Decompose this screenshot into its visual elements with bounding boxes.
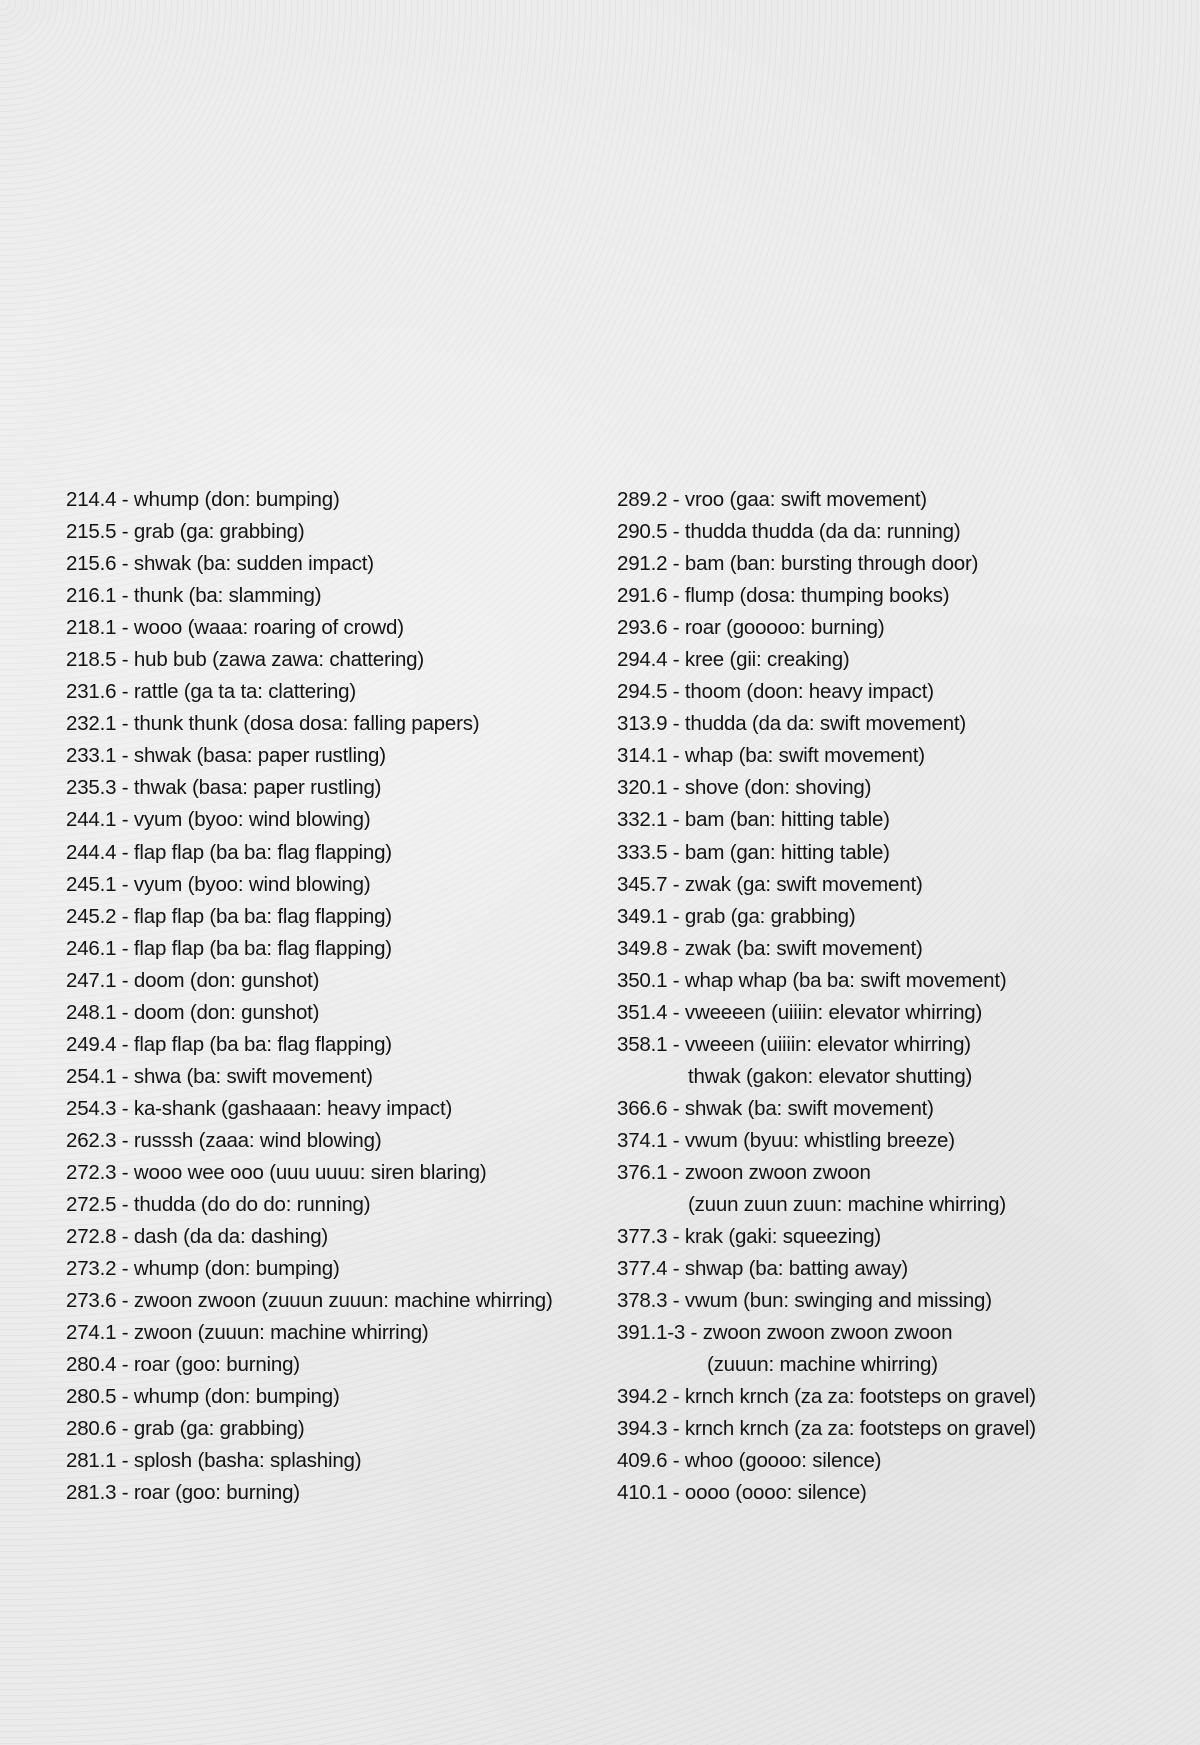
list-item: 272.8 - dash (da da: dashing) [66, 1225, 329, 1249]
list-item: 376.1 - zwoon zwoon zwoon [617, 1160, 871, 1184]
list-item: 294.5 - thoom (doon: heavy impact) [617, 680, 934, 704]
list-item: 349.1 - grab (ga: grabbing) [617, 904, 856, 928]
list-item: 218.1 - wooo (waaa: roaring of crowd) [66, 616, 404, 640]
list-item: 332.1 - bam (ban: hitting table) [617, 808, 890, 832]
list-item: 245.1 - vyum (byoo: wind blowing) [66, 872, 371, 896]
list-item: 294.4 - kree (gii: creaking) [617, 648, 850, 672]
list-item: 231.6 - rattle (ga ta ta: clattering) [66, 680, 357, 704]
list-item: 244.1 - vyum (byoo: wind blowing) [66, 808, 371, 832]
list-item-continuation: (zuun zuun zuun: machine whirring) [688, 1193, 1006, 1217]
list-item-continuation: (zuuun: machine whirring) [707, 1353, 938, 1377]
list-item: 349.8 - zwak (ba: swift movement) [617, 936, 923, 960]
list-item: 378.3 - vwum (bun: swinging and missing) [617, 1289, 992, 1313]
list-item: 280.4 - roar (goo: burning) [66, 1353, 300, 1377]
list-item: 273.2 - whump (don: bumping) [66, 1257, 340, 1281]
list-item: 216.1 - thunk (ba: slamming) [66, 584, 322, 608]
list-item: 280.6 - grab (ga: grabbing) [66, 1417, 305, 1441]
list-item: 280.5 - whump (don: bumping) [66, 1385, 340, 1409]
list-item: 366.6 - shwak (ba: swift movement) [617, 1096, 934, 1120]
list-item-continuation: thwak (gakon: elevator shutting) [688, 1064, 973, 1088]
list-item: 215.5 - grab (ga: grabbing) [66, 520, 305, 544]
list-item: 274.1 - zwoon (zuuun: machine whirring) [66, 1321, 429, 1345]
list-item: 218.5 - hub bub (zawa zawa: chattering) [66, 648, 424, 672]
list-item: 247.1 - doom (don: gunshot) [66, 968, 320, 992]
list-item: 358.1 - vweeen (uiiiin: elevator whirring) [617, 1032, 971, 1056]
list-item: 394.3 - krnch krnch (za za: footsteps on gravel) [617, 1417, 1036, 1441]
list-item: 281.3 - roar (goo: burning) [66, 1481, 300, 1505]
list-item: 249.4 - flap flap (ba ba: flag flapping) [66, 1032, 392, 1056]
list-item: 272.3 - wooo wee ooo (uuu uuuu: siren blaring) [66, 1160, 487, 1184]
list-item: 262.3 - russsh (zaaa: wind blowing) [66, 1128, 382, 1152]
list-item: 320.1 - shove (don: shoving) [617, 776, 872, 800]
list-item: 290.5 - thudda thudda (da da: running) [617, 520, 961, 544]
list-item: 273.6 - zwoon zwoon (zuuun zuuun: machine whirring) [66, 1289, 553, 1313]
list-item: 289.2 - vroo (gaa: swift movement) [617, 488, 927, 511]
list-item: 409.6 - whoo (goooo: silence) [617, 1449, 882, 1473]
sound-effects-list-left [66, 484, 586, 1510]
list-item: 214.4 - whump (don: bumping) [66, 488, 340, 511]
list-item: 374.1 - vwum (byuu: whistling breeze) [617, 1128, 955, 1152]
list-item: 281.1 - splosh (basha: splashing) [66, 1449, 362, 1473]
list-item: 377.3 - krak (gaki: squeezing) [617, 1225, 882, 1249]
list-item: 291.2 - bam (ban: bursting through door) [617, 552, 979, 576]
list-item: 254.3 - ka-shank (gashaaan: heavy impact) [66, 1096, 453, 1120]
list-item: 350.1 - whap whap (ba ba: swift movement) [617, 968, 1007, 992]
list-item: 333.5 - bam (gan: hitting table) [617, 840, 890, 864]
list-item: 391.1-3 - zwoon zwoon zwoon zwoon [617, 1321, 953, 1345]
list-item: 272.5 - thudda (do do do: running) [66, 1193, 371, 1217]
list-item: 291.6 - flump (dosa: thumping books) [617, 584, 950, 608]
list-item: 410.1 - oooo (oooo: silence) [617, 1481, 867, 1505]
list-item: 351.4 - vweeeen (uiiiin: elevator whirring) [617, 1000, 983, 1024]
list-item: 394.2 - krnch krnch (za za: footsteps on gravel) [617, 1385, 1036, 1409]
list-item: 215.6 - shwak (ba: sudden impact) [66, 552, 374, 576]
list-item: 245.2 - flap flap (ba ba: flag flapping) [66, 904, 392, 928]
list-item: 244.4 - flap flap (ba ba: flag flapping) [66, 840, 392, 864]
list-item: 254.1 - shwa (ba: swift movement) [66, 1064, 373, 1088]
list-item: 235.3 - thwak (basa: paper rustling) [66, 776, 382, 800]
list-item: 246.1 - flap flap (ba ba: flag flapping) [66, 936, 392, 960]
list-item: 345.7 - zwak (ga: swift movement) [617, 872, 923, 896]
list-item: 232.1 - thunk thunk (dosa dosa: falling papers) [66, 712, 480, 736]
sound-effects-list-right [617, 484, 1157, 1510]
list-item: 248.1 - doom (don: gunshot) [66, 1000, 320, 1024]
list-item: 293.6 - roar (gooooo: burning) [617, 616, 885, 640]
list-item: 313.9 - thudda (da da: swift movement) [617, 712, 967, 736]
list-item: 314.1 - whap (ba: swift movement) [617, 744, 925, 768]
list-item: 377.4 - shwap (ba: batting away) [617, 1257, 909, 1281]
list-item: 233.1 - shwak (basa: paper rustling) [66, 744, 386, 768]
